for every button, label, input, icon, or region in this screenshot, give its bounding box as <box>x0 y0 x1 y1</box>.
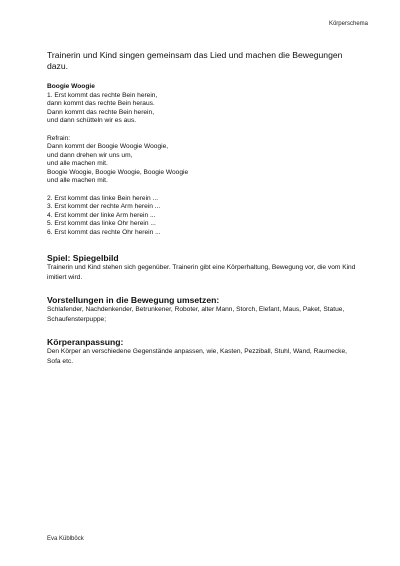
section-body: Schlafender, Nachdenkender, Betrunkener, Roboter, alter Mann, Storch, Elefant, Maus, Paket, Statue, Schaufensterpuppe; <box>47 306 345 323</box>
song-line: Boogie Woogie, Boogie Woogie, Boogie Woogie <box>47 168 189 176</box>
section-vorstellungen <box>47 295 357 324</box>
song-line: 2. Erst kommt das linke Bein herein ... <box>47 194 159 202</box>
section-heading: Vorstellungen in die Bewegung umsetzen: <box>47 295 220 305</box>
song-line: Dann kommt der Boogie Woogie Woogie, <box>47 143 169 150</box>
section-body: Den Körper an verschiedene Gegenstände anpassen, wie, Kasten, Pezziball, Stuhl, Wand, Raumecke, Sofa etc. <box>47 348 347 365</box>
song-line: 6. Erst kommt das rechte Ohr herein ... <box>47 228 161 236</box>
intro-text: Trainerin und Kind singen gemeinsam das Lied und machen die Bewegungen dazu. <box>47 50 343 71</box>
spacer <box>47 126 357 135</box>
song-block <box>47 83 357 237</box>
spacer <box>47 186 357 195</box>
page-header: Körperschema <box>328 21 368 27</box>
song-line: und dann drehen wir uns um, <box>47 151 133 159</box>
song-line: 1. Erst kommt das rechte Bein herein, <box>47 91 158 99</box>
song-line: 5. Erst kommt das linke Ohr herein ... <box>47 220 156 227</box>
song-line: und dann schütteln wir es aus. <box>47 117 137 124</box>
section-body: Trainerin und Kind stehen sich gegenüber. Trainerin gibt eine Körperhaltung, Bewegung vor, die vom Kind imitiert wird. <box>47 264 356 281</box>
song-line: und alle machen mit. <box>47 177 108 184</box>
section-heading: Spiel: Spiegelbild <box>47 253 119 263</box>
song-verse-1 <box>47 92 357 126</box>
song-line: dann kommt das rechte Bein heraus. <box>47 100 155 107</box>
song-refrain <box>47 135 357 186</box>
song-line: 3. Erst kommt der rechte Arm herein ... <box>47 203 161 210</box>
document-content <box>47 50 357 366</box>
section-spiegelbild <box>47 253 357 282</box>
song-title: Boogie Woogie <box>47 83 95 90</box>
song-line: 4. Erst kommt der linke Arm herein ... <box>47 211 156 219</box>
section-heading: Körperanpassung: <box>47 337 124 347</box>
refrain-label: Refrain: <box>47 134 71 142</box>
section-koerperanpassung <box>47 337 357 366</box>
page-footer-author: Eva Küblböck <box>47 536 84 542</box>
song-line: Dann kommt das rechte Bein herein, <box>47 108 155 116</box>
song-additional-verses <box>47 195 357 238</box>
song-line: und alle machen mit. <box>47 160 108 167</box>
